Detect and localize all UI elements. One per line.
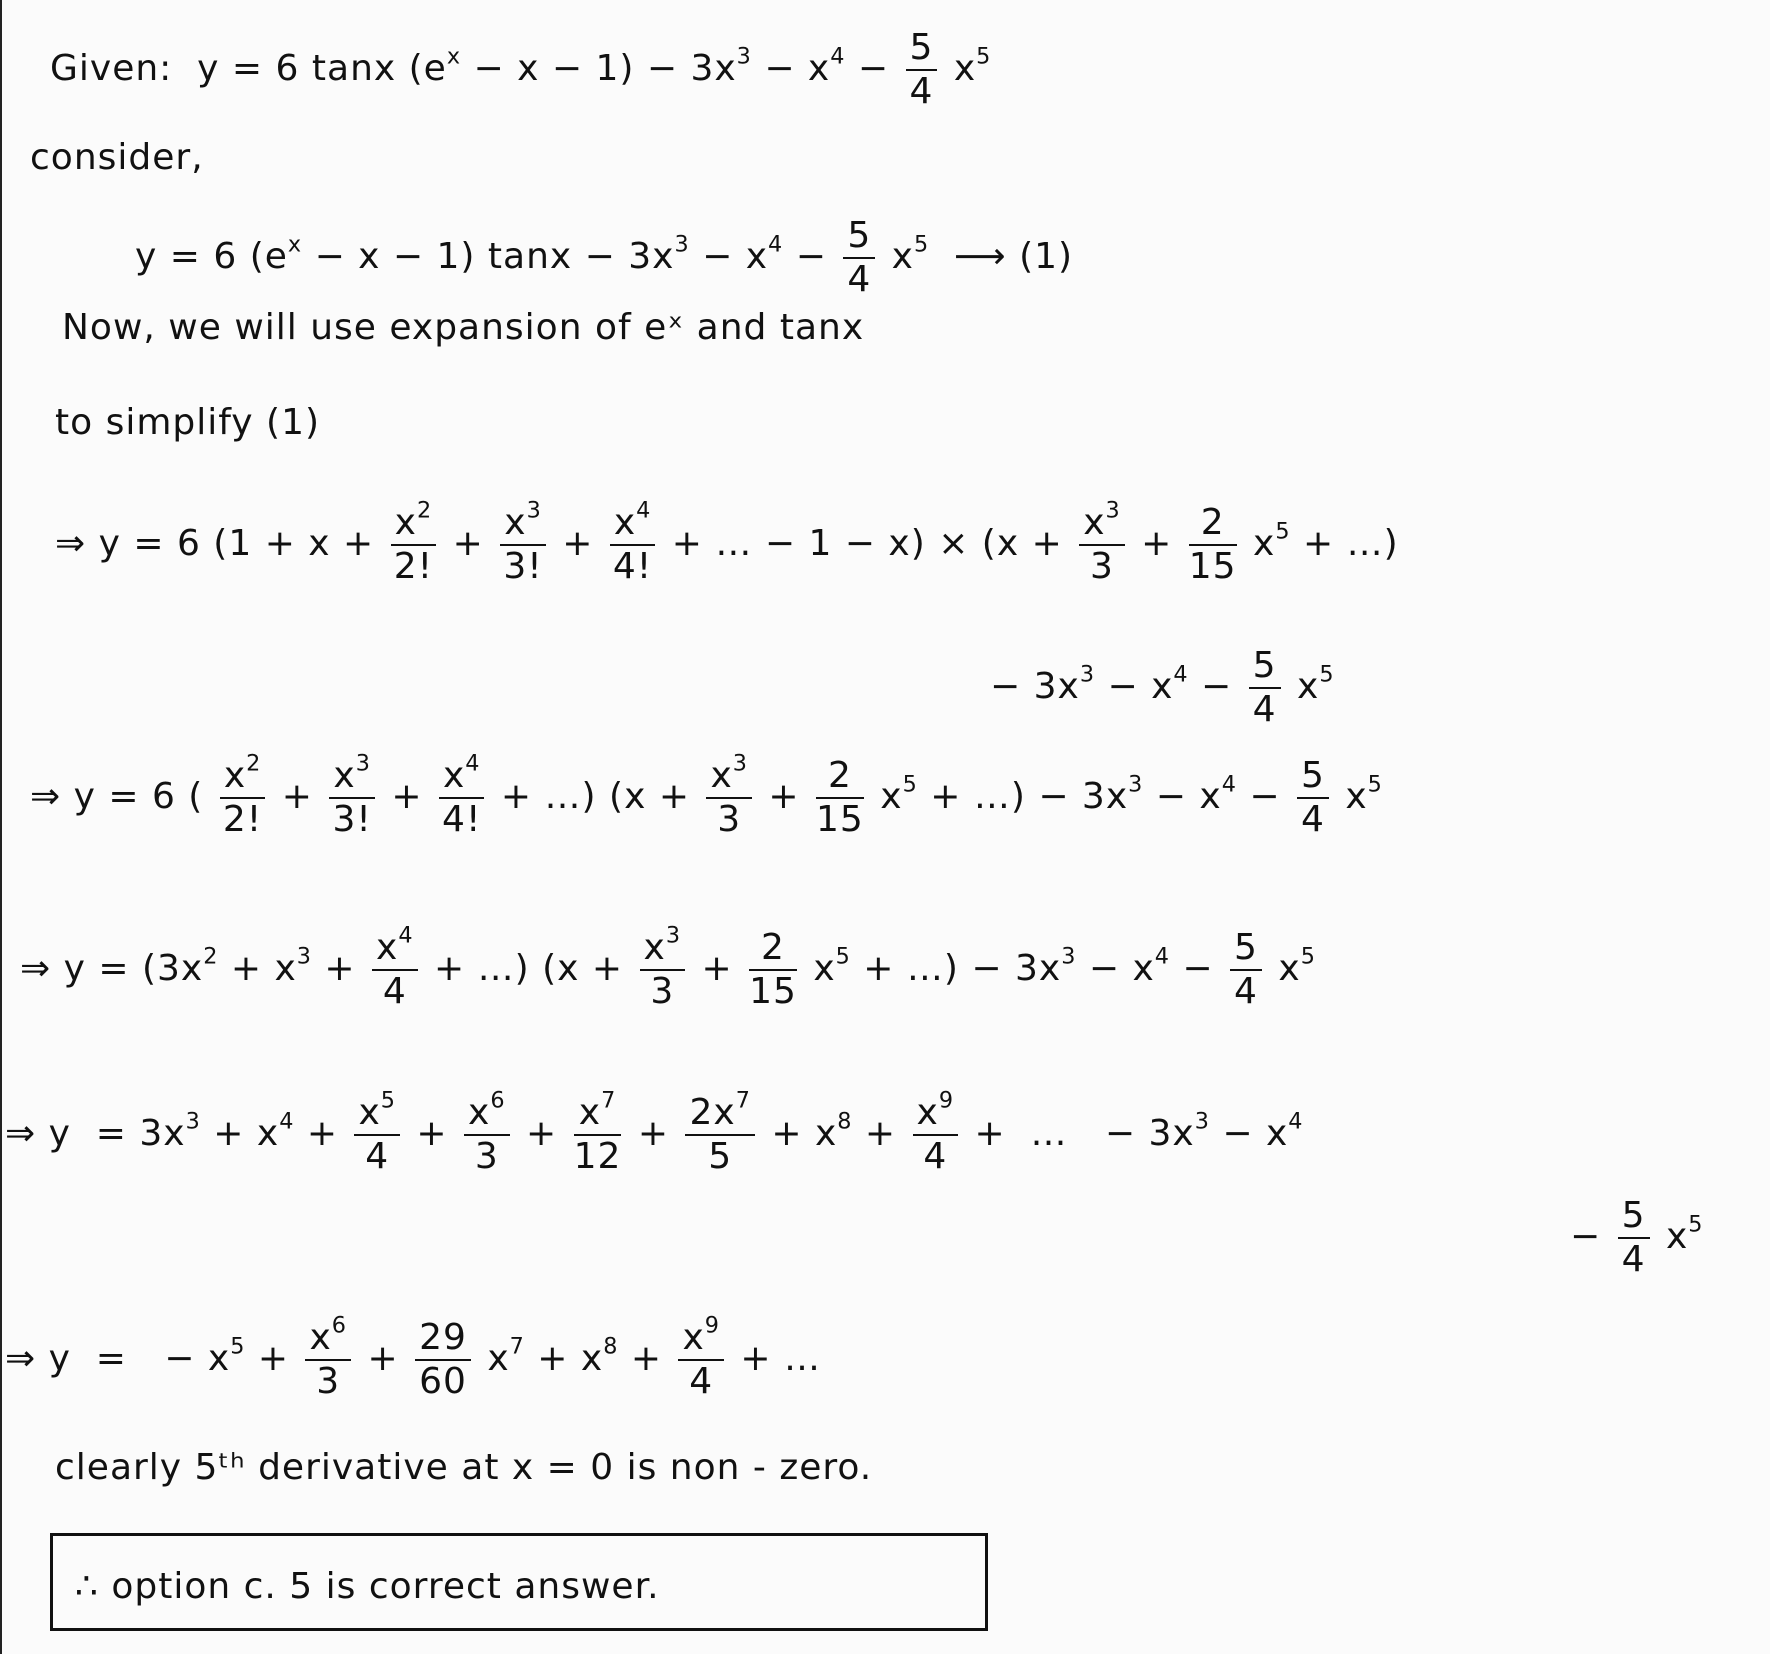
answer-box <box>50 1533 988 1631</box>
step-expansion-tail: − $3x^3 - x^4$ − $\frac{5}{4}$ $x^5$ <box>990 645 1335 730</box>
page-border <box>0 0 2 1654</box>
given-equation: Given: y = 6 tanx $(e^x - x - 1) - 3x^3 - x^4$ − $\frac{5}{4}$ $x^5$ <box>50 27 992 112</box>
consider-text: consider, <box>30 137 204 178</box>
step-cancel: ⇒ y = 6 ( $\frac{x^2}{2!}$ + $\frac{x^3}{3!}$ + $\frac{x^4}{4!}$ + …) (x + $\frac{x^3}{3}$ + $\frac{2}{15}$ $x^5$ + …) − $3x^3 - x^4$ − $\frac{5}{4}$ $x^5$ <box>30 750 1383 840</box>
step-product: ⇒ $y = 3x^3 + x^4$ + $\frac{x^5}{4}$ + $\frac{x^6}{3}$ + $\frac{x^7}{12}$ + $\frac{2x^7}{5}$ + $x^8$ + $\frac{x^9}{4}$ + … − $3x^3 - x^4$ <box>5 1087 1304 1177</box>
simplify-note: to simplify (1) <box>55 402 321 443</box>
conclusion-text: clearly 5ᵗʰ derivative at x = 0 is non - zero. <box>55 1447 873 1488</box>
given-label: Given: <box>50 48 173 89</box>
expansion-note: Now, we will use expansion of eˣ and tanx <box>62 307 865 348</box>
step-multiply-constant: ⇒ $y = (3x^2 + x^3$ + $\frac{x^4}{4}$ + …) (x + $\frac{x^3}{3}$ + $\frac{2}{15}$ $x^5$ + …) − $3x^3 - x^4$ − $\frac{5}{4}$ $x^5$ <box>20 922 1316 1012</box>
step-result: ⇒ y = − $x^5$ + $\frac{x^6}{3}$ + $\frac{29}{60}$ $x^7 + x^8$ + $\frac{x^9}{4}$ + … <box>5 1312 822 1402</box>
equation-1: y = 6 $(e^x - x - 1) \tan x - 3x^3 - x^4$ − $\frac{5}{4}$ $x^5$ ⟶ (1) <box>135 215 1074 300</box>
step-expansion: ⇒ y = 6 (1 + x + $\frac{x^2}{2!}$ + $\frac{x^3}{3!}$ + $\frac{x^4}{4!}$ + … − 1 − x) × (x + $\frac{x^3}{3}$ + $\frac{2}{15}$ $x^5$ + …) <box>55 497 1399 587</box>
answer-text: ∴ option c. 5 is correct answer. <box>75 1566 660 1607</box>
step-product-tail: − $\frac{5}{4}$ $x^5$ <box>1570 1195 1704 1280</box>
